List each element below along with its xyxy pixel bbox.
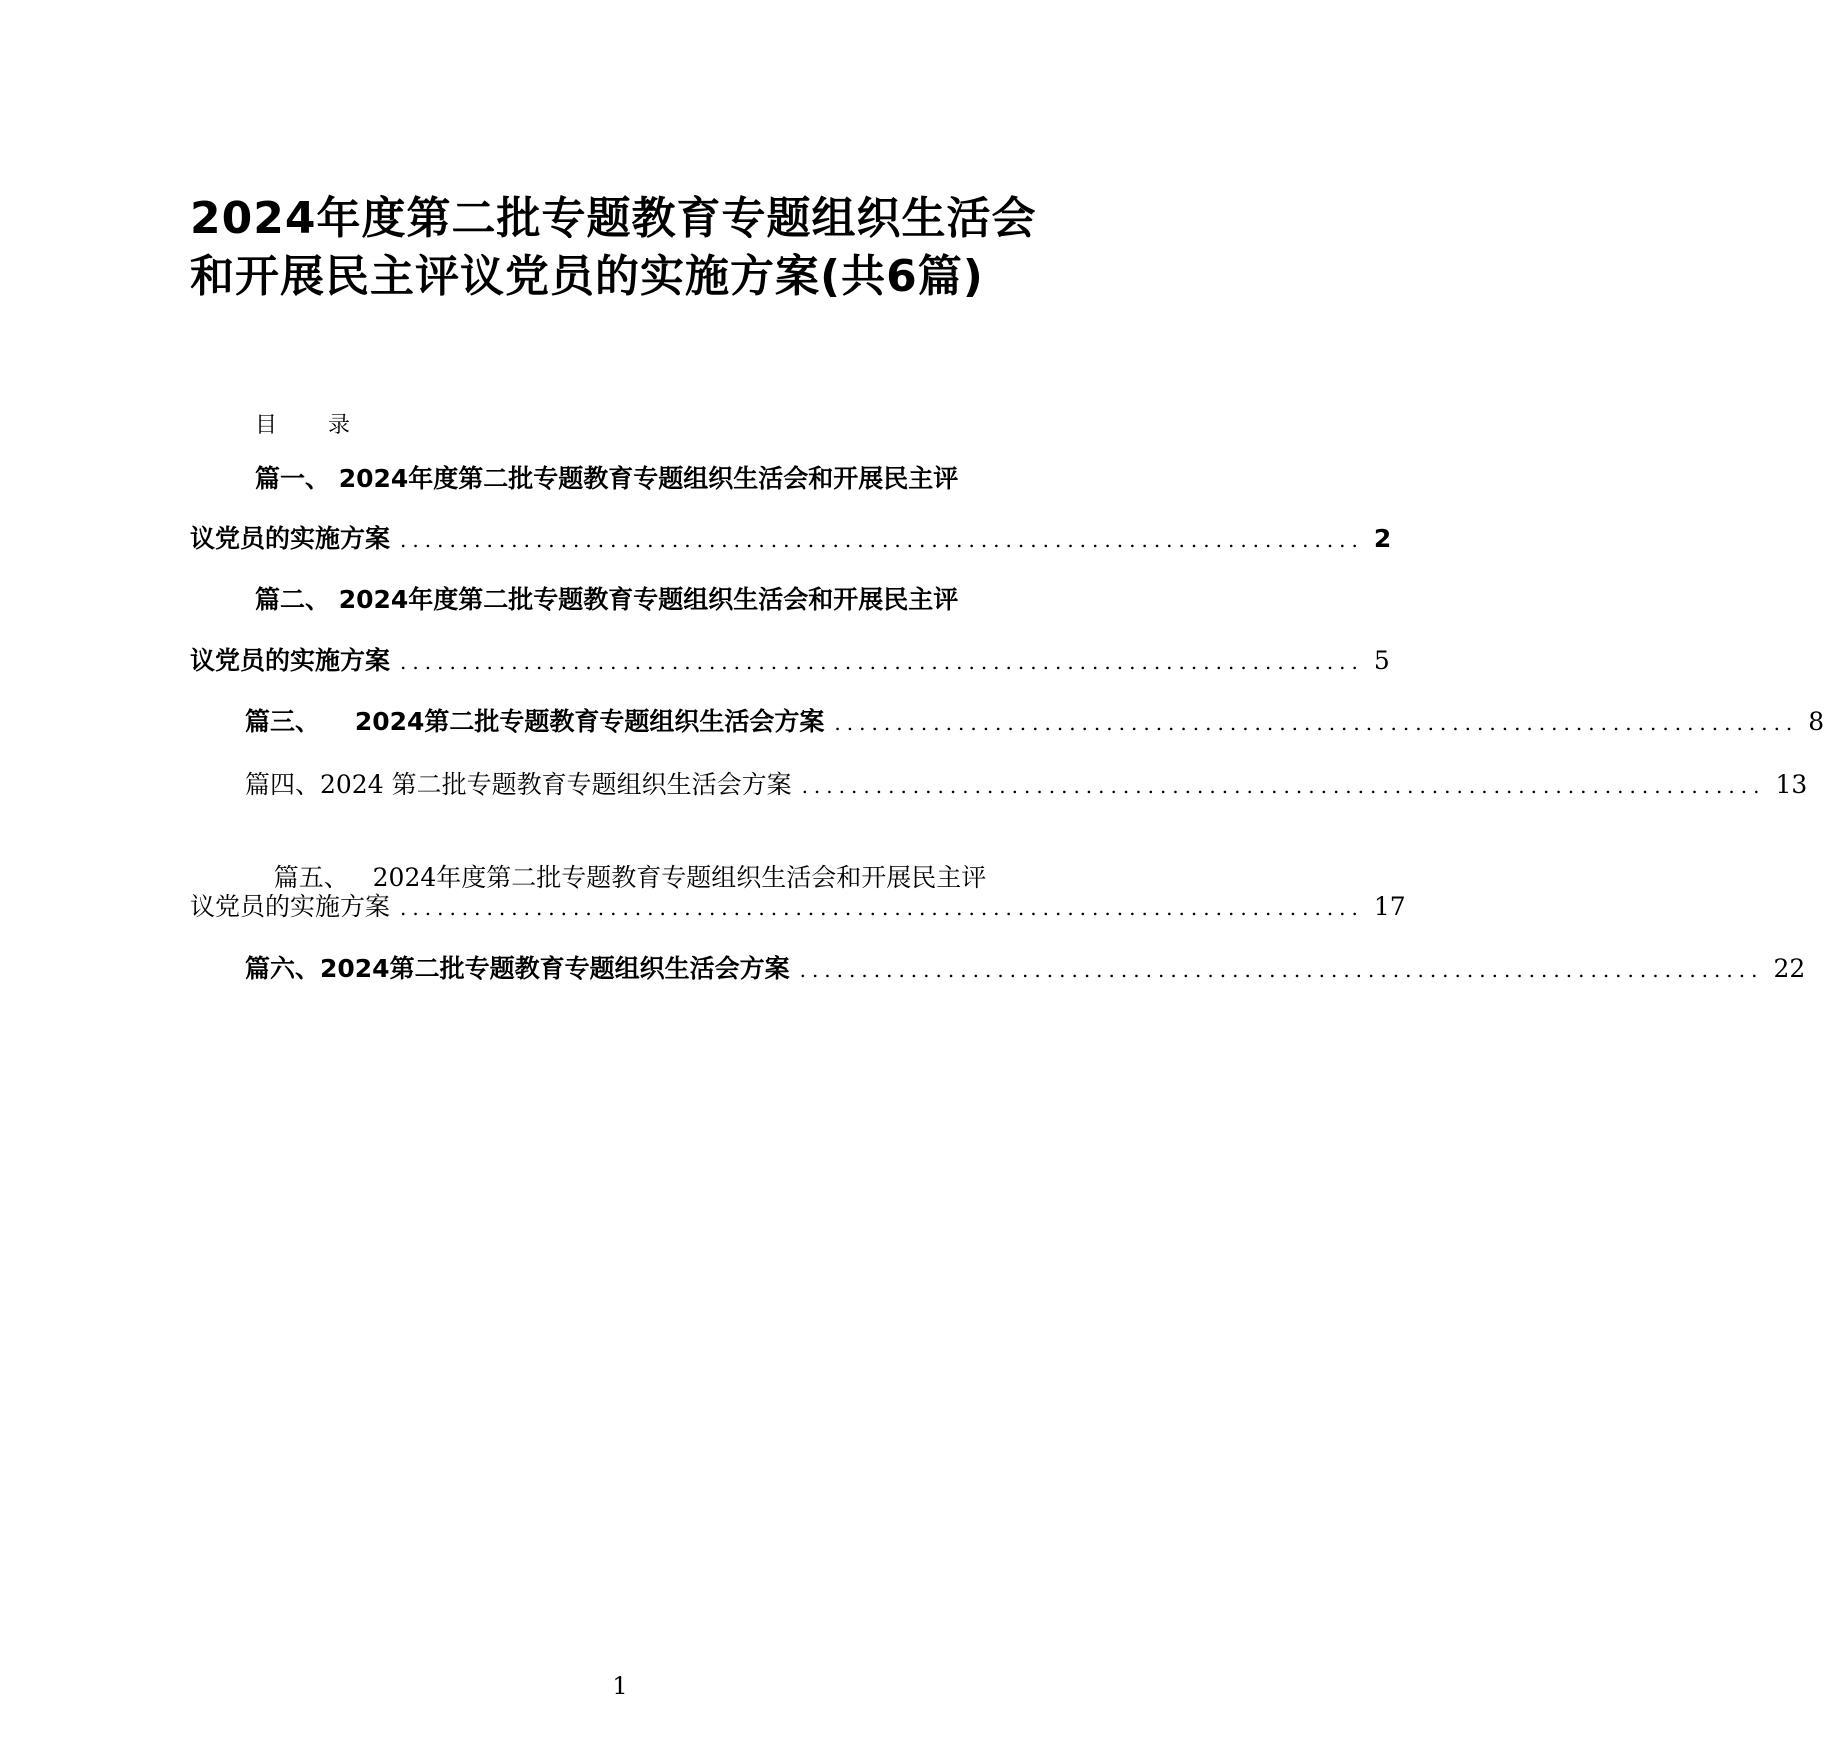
document-title: 2024年度第二批专题教育专题组织生活会和开展民主评议党员的实施方案(共6篇): [190, 193, 1037, 302]
toc-entry-5-line-2[interactable]: [190, 890, 1406, 925]
toc-entry-5-title-cont: 议党员的实施方案: [190, 892, 391, 921]
toc-entry-3[interactable]: [245, 705, 1824, 740]
toc-dot-leader: ..............................................................................: [400, 896, 1364, 920]
toc-entry-2-page: 5: [1373, 646, 1390, 675]
toc-entry-1-prefix: 篇一、: [255, 464, 331, 493]
toc-entry-2-title: 2024年度第二批专题教育专题组织生活会和开展民主评: [330, 585, 959, 614]
toc-entry-4-page: 13: [1775, 770, 1808, 799]
toc-dot-leader: ..............................................................................: [400, 650, 1364, 674]
toc-entry-2-title-cont: 议党员的实施方案: [190, 646, 391, 675]
toc-entry-3-title: 篇三、 2024第二批专题教育专题组织生活会方案: [245, 707, 825, 736]
toc-entry-5-page: 17: [1373, 892, 1406, 921]
toc-entry-5-title: 2024年度第二批专题教育专题组织生活会和开展民主评: [348, 863, 987, 892]
toc-entry-1-line-2[interactable]: [190, 522, 1392, 557]
toc-entry-1-line-1[interactable]: [255, 462, 1055, 496]
toc-heading: 目 录: [255, 413, 372, 438]
toc-entry-2-prefix: 篇二、: [255, 585, 331, 614]
toc-entry-1-page: 2: [1373, 524, 1392, 553]
toc-entry-6-page: 22: [1773, 954, 1806, 983]
toc-entry-1-title: 2024年度第二批专题教育专题组织生活会和开展民主评: [330, 464, 959, 493]
toc-dot-leader: ..............................................................................: [801, 774, 1766, 798]
toc-entry-2-line-2[interactable]: [190, 644, 1390, 679]
toc-entry-5-prefix: 篇五、: [273, 863, 349, 892]
toc-dot-leader: ..............................................................................: [400, 528, 1364, 552]
toc-entry-6-title: 篇六、2024第二批专题教育专题组织生活会方案: [245, 954, 790, 983]
toc-entry-2-line-1[interactable]: [255, 583, 1055, 617]
toc-entry-6[interactable]: [245, 952, 1806, 987]
toc-dot-leader: ..............................................................................: [834, 711, 1799, 735]
toc-dot-leader: ..............................................................................: [799, 958, 1764, 982]
page-number: 1: [612, 1672, 628, 1700]
toc-entry-4[interactable]: [245, 768, 1808, 803]
toc-entry-3-page: 8: [1808, 707, 1824, 736]
toc-entry-1-title-cont: 议党员的实施方案: [190, 524, 391, 553]
toc-entry-4-title: 篇四、2024 第二批专题教育专题组织生活会方案: [245, 770, 792, 799]
